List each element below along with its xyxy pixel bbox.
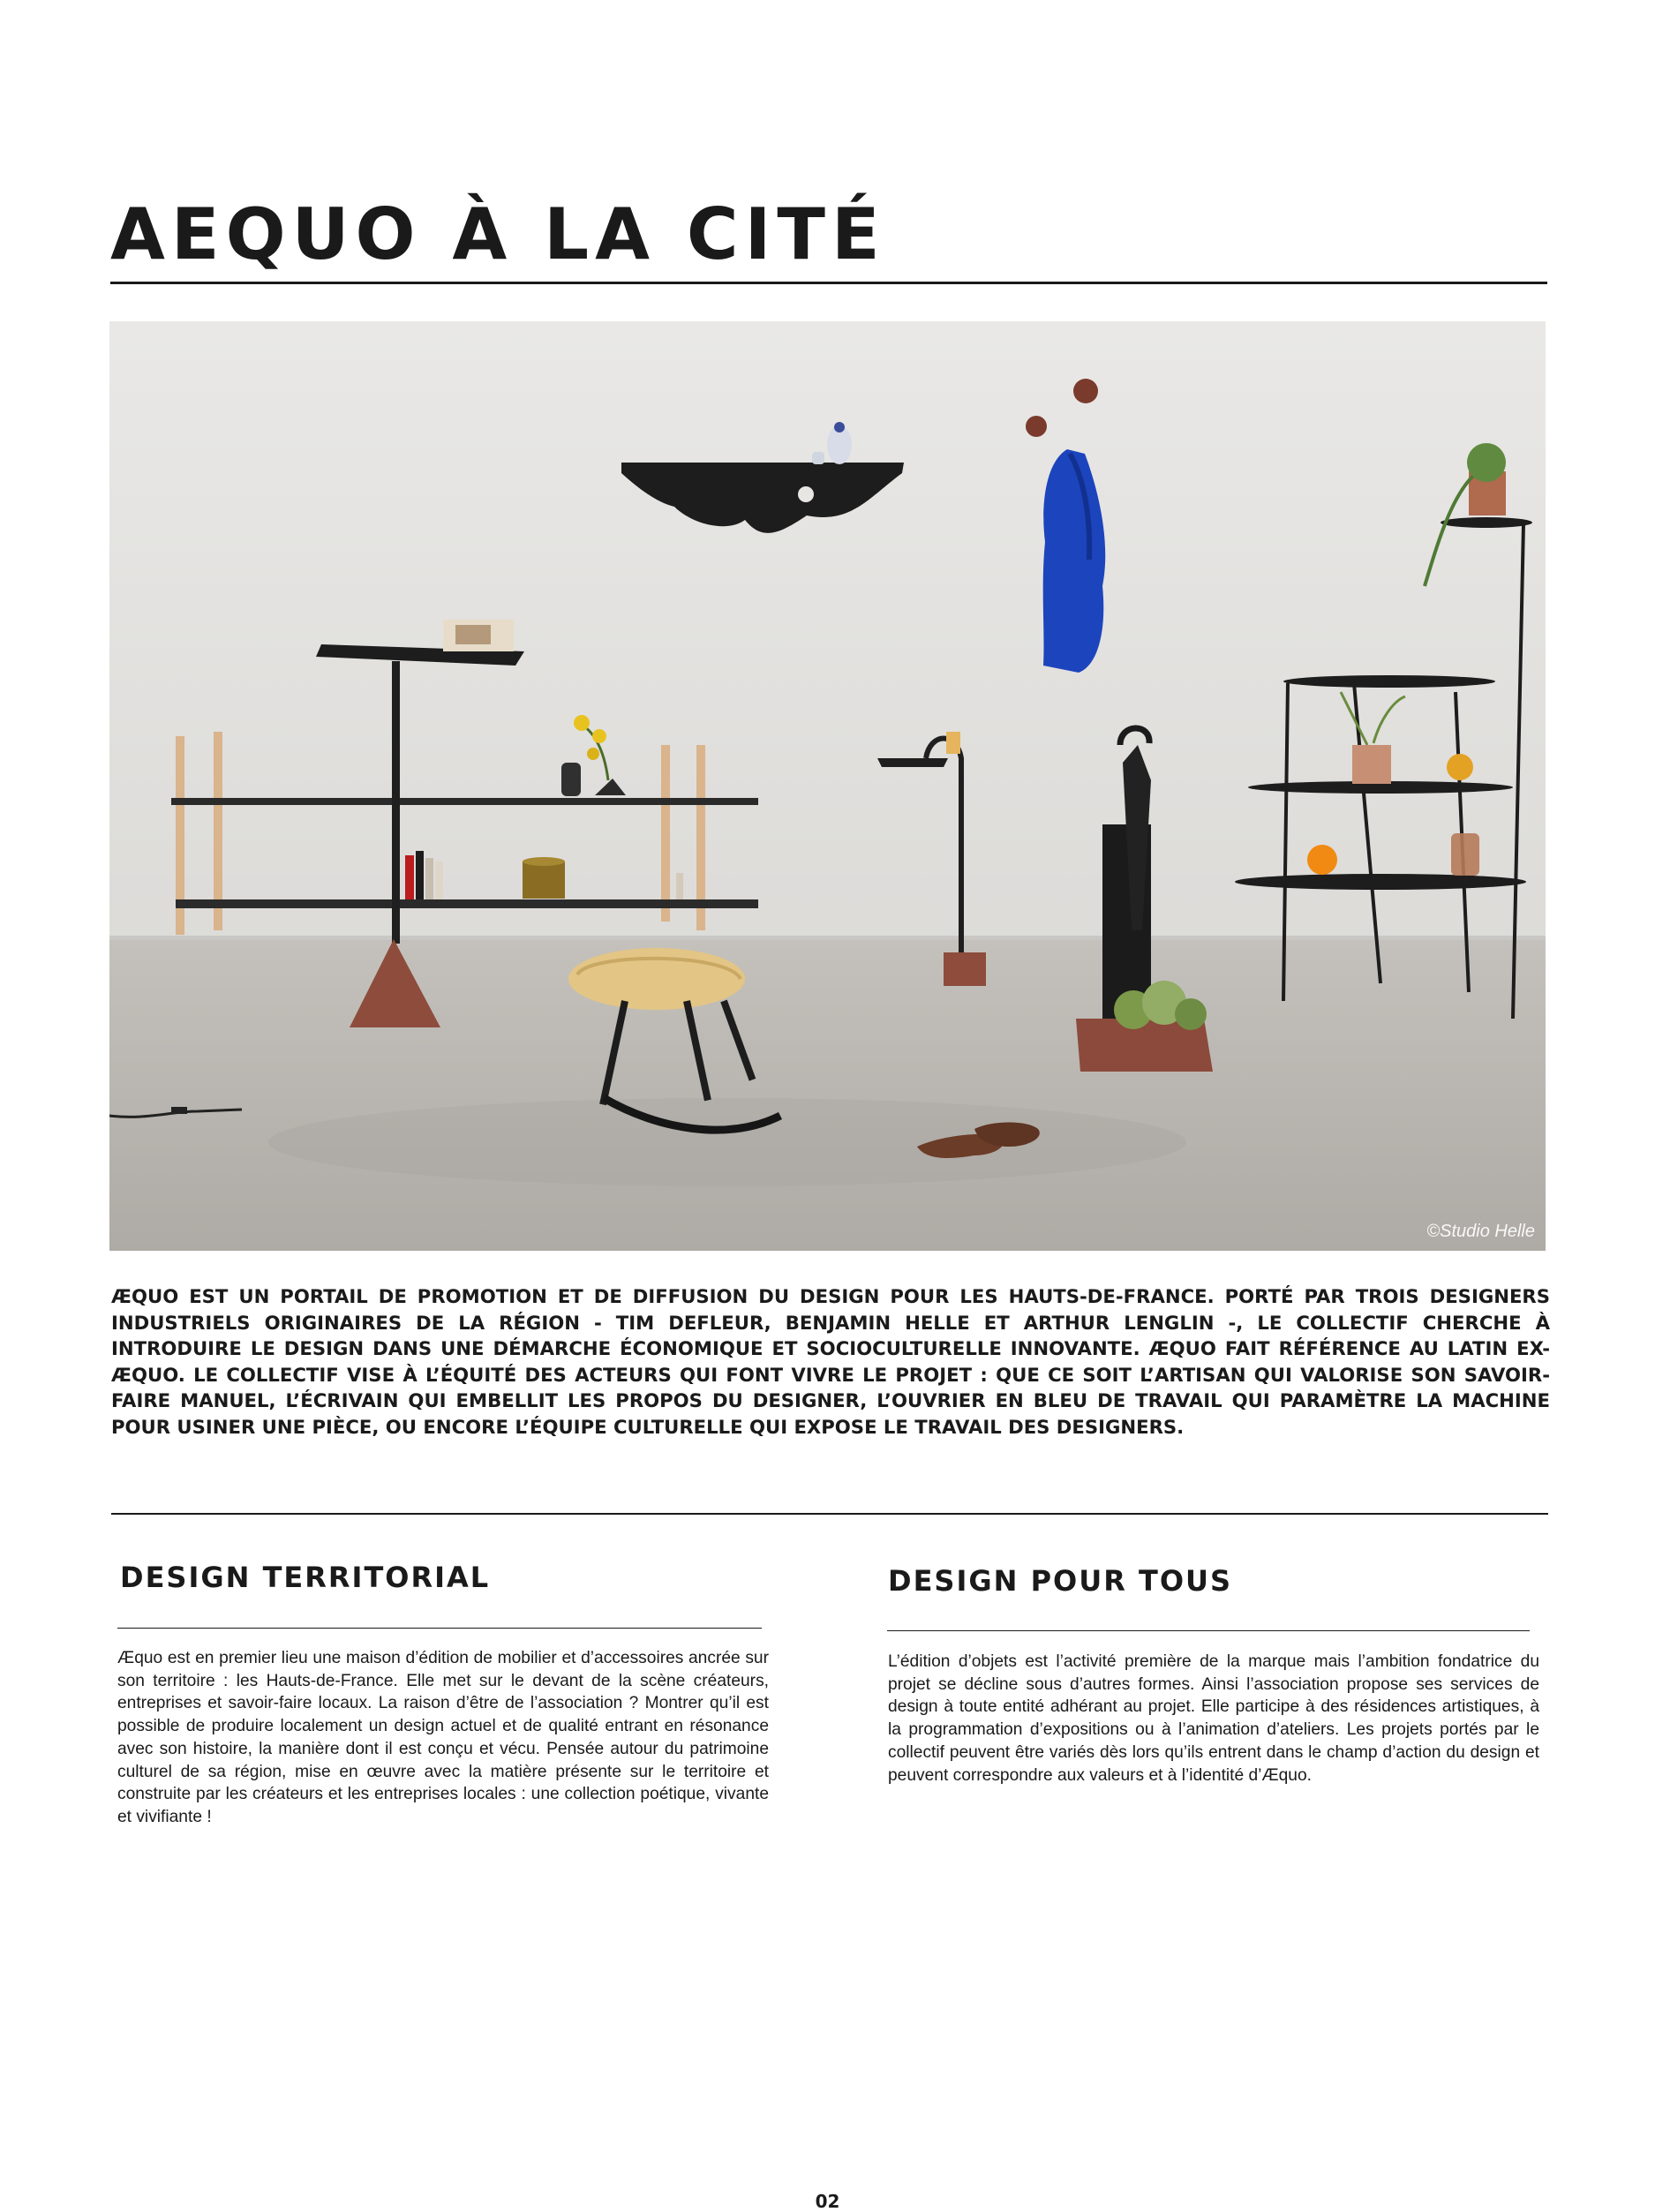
hero-photo xyxy=(109,321,1546,1251)
title-rule xyxy=(110,282,1547,284)
section-body-design-territorial: Æquo est en premier lieu une maison d’édition de mobilier et d’accessoires ancrée sur son territoire : les Hauts-de-France. Elle met sur le devant de la scène créateurs, entreprises et savoir-faire locaux. La raison d’être de l’association ? Montrer qu’il est possible de produire localement un design actuel et de qualité entrant en résonance avec son histoire, la manière dont il est conçu et vécu. Pensée autour du patrimoine culturel de sa région, mise en œuvre avec la matière présente sur le territoire et construite par les créateurs et les entreprises locales : une collection poétique, vivante et vivifiante ! xyxy=(117,1649,769,1826)
heading-underline-left xyxy=(117,1628,762,1629)
intro-paragraph: ÆQUO EST UN PORTAIL DE PROMOTION ET DE DIFFUSION DU DESIGN POUR LES HAUTS-DE-FRANCE. PORTÉ PAR TROIS DESIGNERS INDUSTRIELS ORIGINAIRES DE LA RÉGION - TIM DEFLEUR, BENJAMIN HELLE ET ARTHUR LENGLIN -, LE COLLECTIF CHERCHE À INTRODUIRE LE DESIGN DANS UNE DÉMARCHE ÉCONOMIQUE ET SOCIOCULTURELLE INNOVANTE. ÆQUO FAIT RÉFÉRENCE AU LATIN EX-ÆQUO. LE COLLECTIF VISE À L’ÉQUITÉ DES ACTEURS QUI FONT VIVRE LE PROJET : QUE CE SOIT L’ARTISAN QUI VALORISE SON SAVOIR-FAIRE MANUEL, L’ÉCRIVAIN QUI EMBELLIT LES PROPOS DU DESIGNER, L’OUVRIER EN BLEU DE TRAVAIL QUI PARAMÈTRE LA MACHINE POUR USINER UNE PIÈCE, OU ENCORE L’ÉQUIPE CULTURELLE QUI EXPOSE LE TRAVAIL DES DESIGNERS. xyxy=(111,1285,1550,1438)
section-heading-design-pour-tous: DESIGN POUR TOUS xyxy=(888,1564,1233,1598)
heading-underline-right xyxy=(887,1630,1530,1631)
page-title: AEQUO À LA CITÉ xyxy=(110,193,886,275)
section-body-design-pour-tous: L’édition d’objets est l’activité première de la marque mais l’ambition fondatrice du projet se décline sous d’autres formes. Ainsi l’association propose ses services de design à toute entité adhérant au projet. Elle participe à des résidences artistiques, à la programmation d’expositions ou à l’animation d’ateliers. Les projets portés par le collectif peuvent être variés dès lors qu’ils entrent dans le champ d’action du design et peuvent correspondre aux valeurs et à l’identité d’Æquo. xyxy=(888,1652,1539,1785)
section-rule xyxy=(111,1513,1548,1515)
page-number: 02 xyxy=(815,2191,840,2212)
section-heading-design-territorial: DESIGN TERRITORIAL xyxy=(120,1561,491,1594)
photo-credit: ©Studio Helle xyxy=(1426,1222,1535,1241)
furniture-scene-image xyxy=(109,321,1546,1251)
